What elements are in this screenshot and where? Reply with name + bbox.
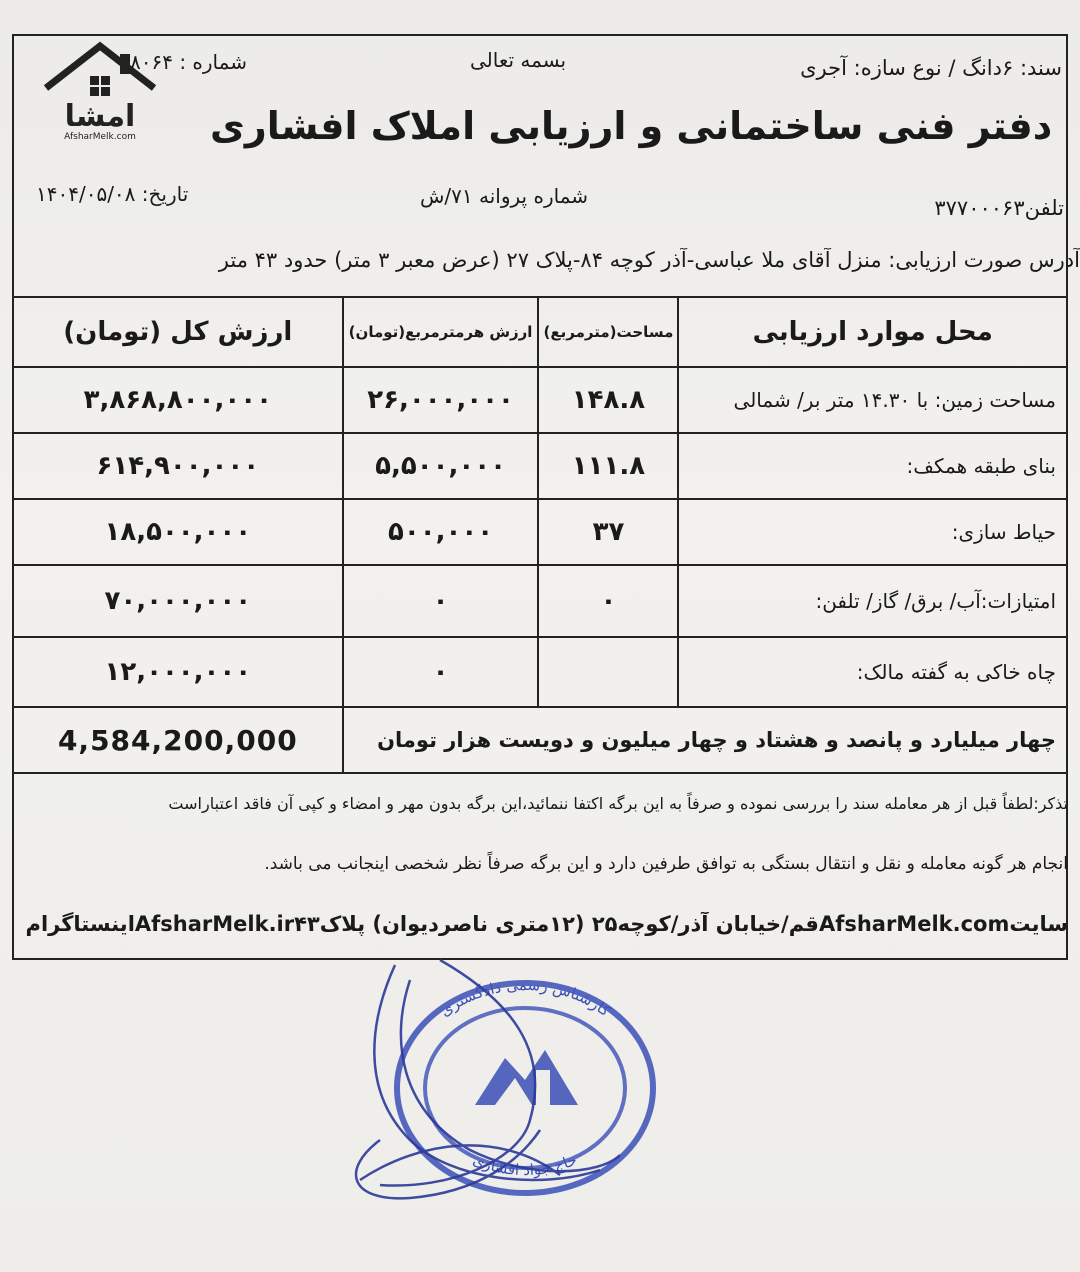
grand-total-words: چهار میلیارد و پانصد و هشتاد و چهار میلیون و دویست هزار تومان xyxy=(343,707,1067,773)
stamp-bottom-text: حاج جواد افشاری xyxy=(470,1150,580,1180)
row-price: ۰ xyxy=(343,637,539,707)
header-total: ارزش کل (تومان) xyxy=(13,297,343,367)
disclaimer-note: تذکر:لطفاً قبل از هر معامله سند را بررسی نموده و صرفاً به این برگه اکتفا ننمائید،این برگه بدون مهر و امضاء و کپی آن فاقد اعتباراست xyxy=(168,794,1068,813)
document-date: تاریخ: ۱۴۰۴/۰۵/۰۸ xyxy=(36,182,189,206)
row-item: چاه خاکی به گفته مالک: xyxy=(678,637,1067,707)
row-total: ۷۰,۰۰۰,۰۰۰ xyxy=(13,565,343,637)
header-item: محل موارد ارزیابی xyxy=(678,297,1067,367)
row-price: ۰ xyxy=(343,565,539,637)
row-area: ۰ xyxy=(538,565,678,637)
row-total: ۶۱۴,۹۰۰,۰۰۰ xyxy=(13,433,343,499)
phone-number: تلفن۳۷۷۰۰۰۶۳ xyxy=(934,196,1064,220)
row-price: ۵,۵۰۰,۰۰۰ xyxy=(343,433,539,499)
disclaimer-note-2: انجام هر گونه معامله و نقل و انتقال بستگی به توافق طرفین دارد و این برگه صرفاً نظر شخصی اینجانب می باشد. xyxy=(264,854,1068,874)
row-area: ۱۱۱.۸ xyxy=(538,433,678,499)
row-total: ۱۸,۵۰۰,۰۰۰ xyxy=(13,499,343,565)
table-row xyxy=(13,367,1067,433)
row-item: حیاط سازی: xyxy=(678,499,1067,565)
table-row xyxy=(13,499,1067,565)
header-area: مساحت(مترمربع) xyxy=(538,297,678,367)
grand-total-value: 4,584,200,000 xyxy=(13,707,343,773)
contact-footer: اینستاگرامAfsharMelk.irقم/خیابان آذر/کوچه۲۵ (۱۲متری ناصردیوان) پلاک۴۳AfsharMelk.comسایت xyxy=(25,912,1068,936)
bismillah: بسمه تعالی xyxy=(470,48,567,72)
table-header-row xyxy=(13,297,1067,367)
table-row xyxy=(13,565,1067,637)
stamp-top-text: کارشناس رسمی دادگستری xyxy=(436,975,614,1021)
row-item: بنای طبقه همکف: xyxy=(678,433,1067,499)
logo-site-text: AfsharMelk.com xyxy=(64,132,136,142)
row-item: مساحت زمین: با ۱۴.۳۰ متر بر/ شمالی xyxy=(678,367,1067,433)
grand-total-row xyxy=(13,707,1067,773)
table-row xyxy=(13,433,1067,499)
table-row xyxy=(13,637,1067,707)
appraisal-address: آدرس صورت ارزیابی: منزل آقای ملا عباسی-آذر کوچه ۸۴-پلاک ۲۷ (عرض معبر ۳ متر) حدود ۴۳ متر xyxy=(218,248,1080,272)
license-number: شماره پروانه ۷۱/ش xyxy=(420,184,589,208)
document-type: سند: ۶دانگ / نوع سازه: آجری xyxy=(800,56,1062,80)
row-total: ۱۲,۰۰۰,۰۰۰ xyxy=(13,637,343,707)
office-title: دفتر فنی ساختمانی و ارزیابی املاک افشاری xyxy=(210,104,1053,148)
row-total: ۳,۸۶۸,۸۰۰,۰۰۰ xyxy=(13,367,343,433)
row-price: ۲۶,۰۰۰,۰۰۰ xyxy=(343,367,539,433)
row-price: ۵۰۰,۰۰۰ xyxy=(343,499,539,565)
document-number: شماره : ۸۰۶۴ xyxy=(130,50,247,74)
row-area: ۳۷ xyxy=(538,499,678,565)
stamp-emblem-icon xyxy=(475,1050,578,1105)
header-price: ارزش هرمترمربع(تومان) xyxy=(343,297,539,367)
row-item: امتیازات:آب/ برق/ گاز/ تلفن: xyxy=(678,565,1067,637)
logo-brand-text: امشا xyxy=(64,99,136,134)
appraisal-table xyxy=(12,296,1068,774)
row-area: ۱۴۸.۸ xyxy=(538,367,678,433)
official-stamp xyxy=(300,940,720,1210)
row-area xyxy=(538,637,678,707)
